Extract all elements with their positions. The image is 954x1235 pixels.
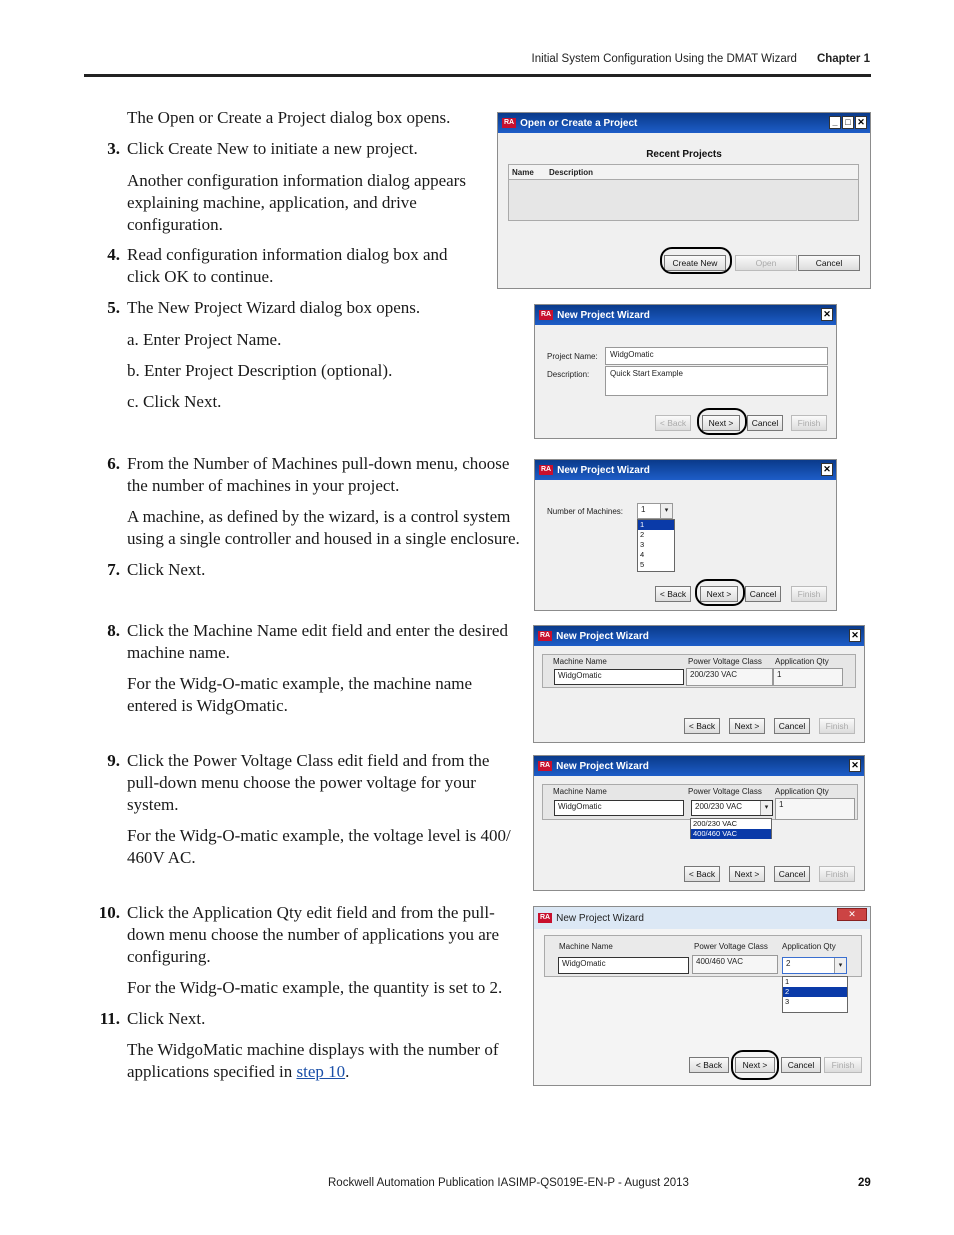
step-text: The New Project Wizard dialog box opens. — [127, 298, 421, 317]
dialog-titlebar — [535, 460, 836, 480]
dropdown-option[interactable]: 400/460 VAC — [691, 829, 771, 839]
dialog-title: New Project Wizard — [557, 309, 650, 321]
dialog-title: Open or Create a Project — [520, 117, 638, 129]
highlight-ring — [731, 1050, 779, 1080]
column-header-power-voltage: Power Voltage Class — [688, 787, 762, 796]
dialog-titlebar — [534, 626, 864, 646]
step-number: 6. — [107, 454, 120, 473]
dropdown-option[interactable]: 3 — [785, 997, 790, 1006]
recent-projects-list[interactable] — [508, 164, 859, 221]
dialog-titlebar — [498, 113, 870, 133]
step-note: For the Widg-O-matic example, the machine name entered is WidgOmatic. — [127, 674, 473, 715]
chevron-down-icon[interactable]: ▾ — [660, 504, 672, 518]
ra-logo-icon: RA — [540, 914, 551, 921]
section-title: Initial System Configuration Using the DMAT Wizard — [531, 53, 797, 65]
maximize-icon[interactable]: □ — [842, 116, 854, 129]
column-header-machine-name: Machine Name — [553, 657, 607, 666]
cancel-button[interactable]: Cancel — [774, 866, 810, 882]
step-number: 4. — [107, 245, 120, 264]
running-header — [532, 53, 871, 65]
dialog-title: New Project Wizard — [556, 760, 649, 772]
application-qty-cell[interactable]: 1 — [775, 798, 855, 820]
back-button[interactable]: < Back — [655, 415, 691, 431]
application-qty-select[interactable]: 2 ▾ — [782, 957, 847, 974]
dropdown-option[interactable]: 2 — [640, 530, 645, 539]
new-project-wizard-dialog — [533, 906, 871, 1086]
create-new-button[interactable]: Create New — [664, 255, 726, 271]
chapter-label: Chapter 1 — [816, 53, 870, 65]
step-text: From the Number of Machines pull-down menu, choose the number of machines in your project. — [127, 454, 510, 495]
step-note: For the Widg-O-matic example, the quantity is set to 2. — [127, 978, 503, 997]
machine-name-input[interactable]: WidgOmatic — [558, 957, 689, 974]
ra-logo-icon: RA — [541, 311, 552, 318]
step-text: Click Next. — [127, 1009, 206, 1028]
step-number: 7. — [107, 560, 120, 579]
publication-footer: Rockwell Automation Publication IASIMP-QS019E-EN-P - August 2013 — [328, 1177, 689, 1189]
dropdown-option[interactable]: 1 — [785, 977, 790, 986]
close-icon[interactable]: ✕ — [821, 308, 833, 321]
description-label: Description: — [547, 370, 590, 379]
step-text: Click the Machine Name edit field and enter the desired machine name. — [127, 621, 508, 662]
step-number: 10. — [98, 903, 120, 922]
application-qty-cell[interactable]: 1 — [773, 668, 843, 686]
close-icon[interactable]: ✕ — [849, 629, 861, 642]
column-header-application-qty: Application Qty — [775, 657, 829, 666]
voltage-dropdown-list[interactable] — [690, 818, 772, 839]
step-text: Read configuration information dialog box and click OK to continue. — [127, 245, 448, 286]
highlight-ring — [695, 579, 745, 606]
back-button[interactable]: < Back — [655, 586, 691, 602]
step-note: The WidgoMatic machine displays with the number of applications specified in step 10. — [127, 1040, 499, 1081]
highlight-ring — [697, 408, 747, 435]
column-header-power-voltage: Power Voltage Class — [694, 942, 768, 951]
dialog-title: New Project Wizard — [557, 464, 650, 476]
finish-button[interactable]: Finish — [819, 866, 855, 882]
power-voltage-select[interactable]: 200/230 VAC ▾ — [691, 800, 773, 816]
ra-logo-icon: RA — [540, 762, 551, 769]
cancel-button[interactable]: Cancel — [781, 1057, 821, 1073]
column-header-description[interactable]: Description — [549, 168, 594, 177]
highlight-ring — [660, 247, 732, 274]
next-button[interactable]: Next > — [700, 586, 738, 602]
power-voltage-cell[interactable]: 400/460 VAC — [692, 955, 778, 974]
description-input[interactable]: Quick Start Example — [605, 366, 828, 396]
header-rule — [84, 74, 871, 77]
recent-projects-heading: Recent Projects — [646, 149, 722, 160]
step-note: For the Widg-O-matic example, the voltage level is 400/ 460V AC. — [127, 826, 511, 867]
ra-logo-icon: RA — [540, 632, 551, 639]
new-project-wizard-dialog — [533, 755, 865, 891]
machines-dropdown-list[interactable] — [637, 519, 675, 572]
substep-text: a. Enter Project Name. — [127, 330, 282, 349]
next-button[interactable]: Next > — [729, 718, 765, 734]
step-number: 11. — [99, 1009, 120, 1028]
dialog-titlebar — [534, 907, 870, 929]
finish-button[interactable]: Finish — [819, 718, 855, 734]
machine-grid — [542, 784, 858, 820]
dropdown-option[interactable]: 1 — [638, 520, 674, 530]
next-button[interactable]: Next > — [729, 866, 765, 882]
column-header-power-voltage: Power Voltage Class — [688, 657, 762, 666]
machine-name-input[interactable]: WidgOmatic — [554, 669, 684, 685]
cancel-button[interactable]: Cancel — [798, 255, 860, 271]
ra-logo-icon: RA — [504, 119, 515, 126]
number-of-machines-select[interactable] — [637, 503, 673, 519]
step-text: Click Create New to initiate a new project. — [127, 139, 418, 158]
substep-text: c. Click Next. — [127, 392, 222, 411]
step-number: 8. — [107, 621, 120, 640]
ra-logo-icon: RA — [541, 466, 552, 473]
new-project-wizard-dialog — [534, 304, 837, 439]
page-number: 29 — [858, 1177, 871, 1189]
dialog-titlebar — [534, 756, 864, 776]
finish-button[interactable]: Finish — [791, 415, 827, 431]
chevron-down-icon[interactable]: ▾ — [760, 801, 772, 815]
project-name-input[interactable]: WidgOmatic — [605, 347, 828, 365]
step-text: Click the Application Qty edit field and from the pull- down menu choose the number of applications you are configuring. — [127, 903, 500, 966]
new-project-wizard-dialog — [534, 459, 837, 611]
finish-button[interactable]: Finish — [824, 1057, 862, 1073]
power-voltage-cell[interactable]: 200/230 VAC — [686, 668, 773, 686]
selected-value: 1 — [641, 505, 646, 514]
cancel-button[interactable]: Cancel — [747, 415, 783, 431]
close-icon[interactable]: ✕ — [821, 463, 833, 476]
column-header-machine-name: Machine Name — [553, 787, 607, 796]
machine-name-input[interactable]: WidgOmatic — [554, 800, 684, 816]
dialog-title: New Project Wizard — [556, 912, 644, 924]
step-note: Another configuration information dialog appears explaining machine, application, and drive configuration. — [127, 171, 466, 234]
open-create-project-dialog — [497, 112, 871, 289]
chevron-down-icon[interactable]: ▾ — [834, 958, 846, 973]
back-button[interactable]: < Back — [689, 1057, 729, 1073]
step-10-link[interactable]: step 10 — [296, 1062, 346, 1081]
dialog-title: New Project Wizard — [556, 630, 649, 642]
column-header-name[interactable]: Name — [512, 168, 534, 177]
column-header-machine-name: Machine Name — [559, 942, 613, 951]
dropdown-option[interactable]: 5 — [640, 560, 645, 569]
close-icon[interactable]: ✕ — [837, 908, 867, 921]
substep-text: b. Enter Project Description (optional). — [127, 361, 393, 380]
step-number: 3. — [107, 139, 120, 158]
project-name-label: Project Name: — [547, 352, 598, 361]
close-icon[interactable]: ✕ — [849, 759, 861, 772]
step-number: 5. — [107, 298, 120, 317]
new-project-wizard-dialog — [533, 625, 865, 743]
minimize-icon[interactable]: _ — [829, 116, 841, 129]
intro-text: The Open or Create a Project dialog box opens. — [127, 108, 451, 127]
dropdown-option[interactable]: 200/230 VAC — [693, 819, 738, 828]
next-button[interactable]: Next > — [702, 415, 740, 431]
dropdown-option[interactable]: 4 — [640, 550, 645, 559]
step-note: A machine, as defined by the wizard, is a control system using a single controller and housed in a single enclosure. — [127, 507, 520, 548]
back-button[interactable]: < Back — [684, 866, 720, 882]
close-icon[interactable]: ✕ — [855, 116, 867, 129]
column-header-application-qty: Application Qty — [775, 787, 829, 796]
column-header-application-qty: Application Qty — [782, 942, 836, 951]
dropdown-option[interactable]: 2 — [783, 987, 847, 997]
machine-grid — [542, 654, 856, 688]
step-text: Click the Power Voltage Class edit field and from the pull-down menu choose the power voltage for your system. — [127, 751, 490, 814]
next-button[interactable]: Next > — [735, 1057, 775, 1073]
open-button[interactable]: Open — [735, 255, 797, 271]
back-button[interactable]: < Back — [684, 718, 720, 734]
cancel-button[interactable]: Cancel — [745, 586, 781, 602]
step-number: 9. — [107, 751, 120, 770]
finish-button[interactable]: Finish — [791, 586, 827, 602]
dropdown-option[interactable]: 3 — [640, 540, 645, 549]
number-of-machines-label: Number of Machines: — [547, 507, 624, 516]
dialog-titlebar — [535, 305, 836, 325]
machine-grid — [544, 935, 862, 977]
application-qty-dropdown-list[interactable] — [782, 976, 848, 1013]
cancel-button[interactable]: Cancel — [774, 718, 810, 734]
step-text: Click Next. — [127, 560, 206, 579]
